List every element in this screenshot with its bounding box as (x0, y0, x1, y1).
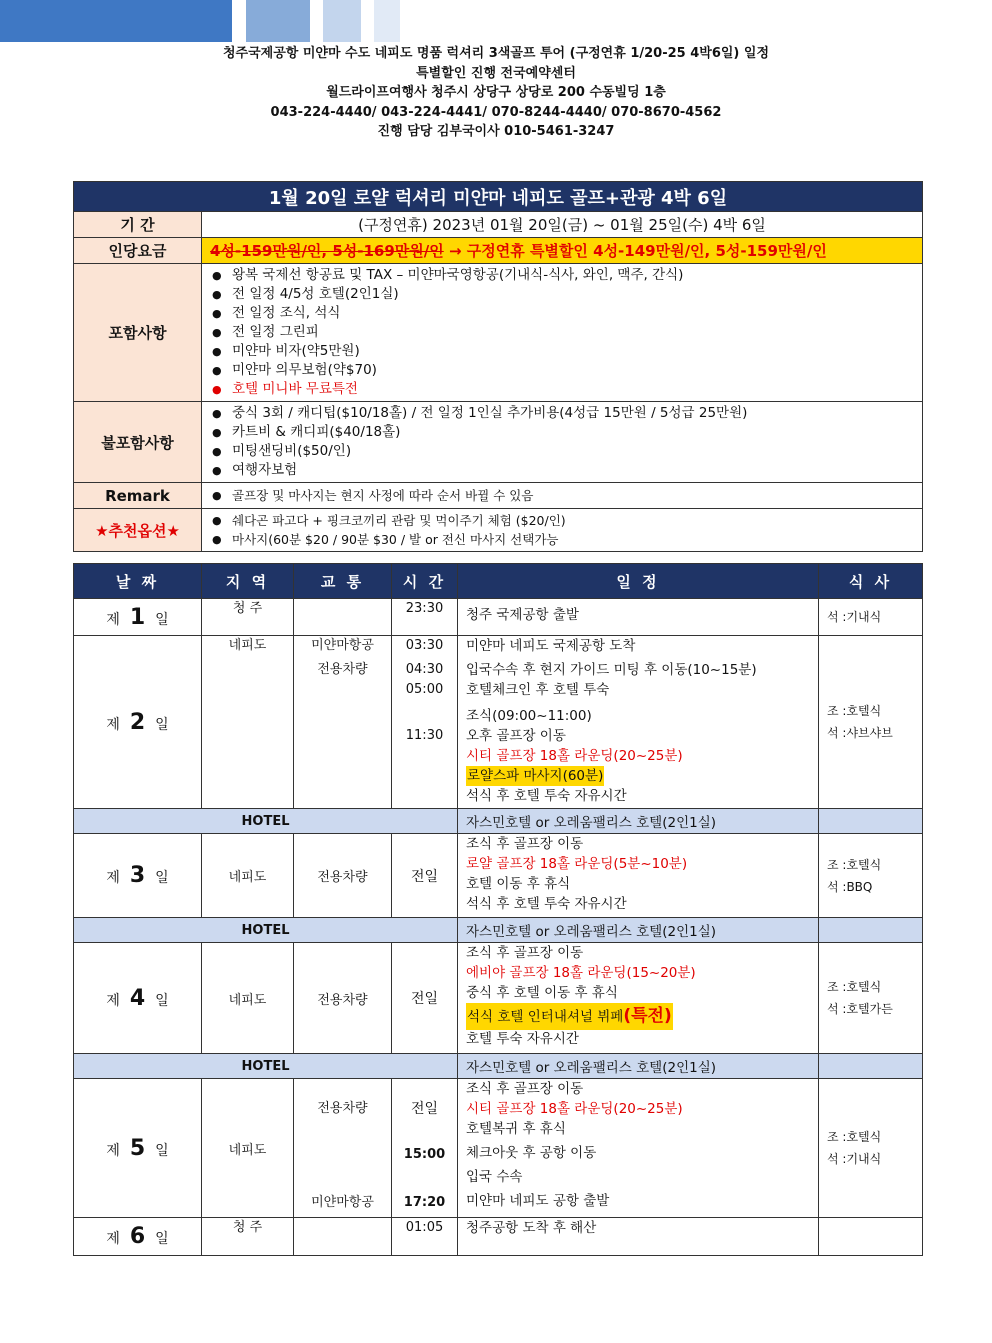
exclude-list (202, 402, 923, 483)
include-item-special: ● 호텔 미니바 무료특전 (210, 380, 914, 399)
remark-item: ● 골프장 및 마사지는 현지 사정에 따라 순서 바뀔 수 있음 (210, 486, 914, 505)
col-header-region: 지 역 (202, 564, 294, 599)
day-number: 6 (129, 1224, 146, 1249)
transport-cell: 전용차량 (294, 834, 392, 918)
period-value: (구정연휴) 2023년 01월 20일(금) ~ 01월 25일(수) 4박 6일 (202, 212, 923, 238)
exclude-item: ● 카트비 & 캐디피($40/18홀) (210, 423, 914, 442)
include-label: 포함사항 (74, 264, 202, 402)
col-header-time: 시 간 (392, 564, 458, 599)
option-item: ● 마사지(60분 $20 / 90분 $30 / 발 or 전신 마사지 선택가능 (210, 530, 914, 549)
col-header-transport: 교 통 (294, 564, 392, 599)
transport-cell: 전용차량 미얀마항공 (294, 1079, 392, 1218)
meal-cell: 조 :호텔식 석 :호텔가든 (819, 943, 923, 1054)
buffet-highlight: 석식 호텔 인터내셔널 뷔페(특전) (466, 1003, 673, 1030)
include-item: ● 왕복 국제선 항공료 및 TAX – 미얀마국영항공(기내식-식사, 와인, 맥주, 간식) (210, 266, 914, 285)
header-address: 월드라이프여행사 청주시 상당구 상당로 200 수동빌딩 1층 (326, 85, 666, 100)
day-number: 1 (129, 604, 146, 630)
include-item: ● 전 일정 그린피 (210, 323, 914, 342)
include-item: ● 전 일정 조식, 석식 (210, 304, 914, 323)
meal-cell: 조 :호텔식 석 :기내식 (819, 1079, 923, 1218)
hotel-row: HOTEL 자스민호텔 or 오레움팰리스 호텔(2인1실) (74, 918, 923, 943)
price-new: → 구정연휴 특별할인 4성-149만원/인, 5성-159만원/인 (443, 242, 827, 260)
meal-cell: 조 :호텔식 석 :BBQ (819, 834, 923, 918)
hotel-row (74, 809, 923, 834)
region-cell: 네피도 (202, 943, 294, 1054)
header-phones: 043-224-4440/ 043-224-4441/ 070-8244-4440/ 070-8670-4562 (270, 104, 722, 120)
day-cell: 제 1 일 (74, 599, 202, 636)
option-label: ★추천옵션★ (74, 509, 202, 552)
header-subtitle: 특별할인 진행 전국예약센터 (416, 65, 576, 81)
spa-highlight: 로얄스파 마사지(60분) (467, 768, 604, 784)
remark-label: Remark (74, 483, 202, 509)
hotel-label: HOTEL (74, 809, 458, 834)
plan-cell: 조식 후 골프장 이동 에비야 골프장 18홀 라운딩(15~20분) 중식 후 호텔 이동 후 휴식 석식 호텔 인터내셔널 뷔페(특전) 호텔 투숙 자유시간 (458, 943, 819, 1054)
plan-cell: 청주공항 도착 후 해산 (458, 1218, 819, 1256)
time-cell: 전일 (392, 943, 458, 1054)
time-cell: 전일 (392, 834, 458, 918)
include-item: ● 전 일정 4/5성 호텔(2인1실) (210, 285, 914, 304)
time-cell: 03:30 04:30 05:00 11:30 (392, 636, 458, 809)
hotel-name: 자스민호텔 or 오레움팰리스 호텔(2인1실) (458, 809, 819, 834)
exclude-item: ● 여행자보험 (210, 461, 914, 480)
region-cell: 청 주 (202, 1218, 294, 1256)
meal-cell: 조 :호텔식 석 :샤브샤브 (819, 636, 923, 809)
region-cell: 네피도 (202, 834, 294, 918)
include-list (202, 264, 923, 402)
exclude-item: ● 중식 3회 / 캐디팁($10/18홀) / 전 일정 1인실 추가비용(4성급 15만원 / 5성급 25만원) (210, 404, 914, 423)
tour-title: 1월 20일 로얄 럭셔리 미얀마 네피도 골프+관광 4박 6일 (74, 182, 923, 212)
price-value (202, 238, 923, 264)
transport-cell: 미얀마항공 전용차량 (294, 636, 392, 809)
transport-cell (294, 599, 392, 636)
schedule-table (73, 563, 923, 1256)
day-number: 2 (129, 709, 146, 735)
day-row (74, 1218, 923, 1256)
header-deco-bar-4 (374, 0, 400, 42)
plan-cell: 미얀마 네피도 국제공항 도착 입국수속 후 현지 가이드 미팅 후 이동(10~15분) 호텔체크인 후 호텔 투숙 조식(09:00~11:00) 오후 골프장 이동 시티 골프장 18홀 라운딩(20~25분) 로얄스파 마사지(60분) 석식 후 호텔 투숙 자유시간 (458, 636, 819, 809)
region-cell: 네피도 (202, 1079, 294, 1218)
day-row (74, 599, 923, 636)
exclude-item: ● 미팅샌딩비($50/인) (210, 442, 914, 461)
header-deco-bar-3 (323, 0, 361, 42)
price-old: 4성-159만원/인, 5성-169만원/인 (210, 242, 444, 260)
remark-list (202, 483, 923, 509)
day-row (74, 834, 923, 918)
day-cell: 제 5 일 (74, 1079, 202, 1218)
option-list (202, 509, 923, 552)
price-label: 인당요금 (74, 238, 202, 264)
header-deco-bar-2 (246, 0, 310, 42)
meal-cell (819, 1218, 923, 1256)
header-deco-bar-1 (0, 0, 232, 42)
period-label: 기 간 (74, 212, 202, 238)
special-benefit-label: (특전) (623, 1006, 672, 1026)
col-header-meal: 식 사 (819, 564, 923, 599)
include-item: ● 미얀마 의무보험(약$70) (210, 361, 914, 380)
col-header-date: 날 짜 (74, 564, 202, 599)
day-row (74, 636, 923, 809)
document-header (0, 44, 992, 142)
header-title: 청주국제공항 미얀마 수도 네피도 명품 럭셔리 3색골프 투어 (구정연휴 1/20-25 4박6일) 일정 (222, 46, 770, 61)
plan-cell: 조식 후 골프장 이동 시티 골프장 18홀 라운딩(20~25분) 호텔복귀 후 휴식 체크아웃 후 공항 이동 입국 수속 미얀마 네피도 공항 출발 (458, 1079, 819, 1218)
plan-cell: 조식 후 골프장 이동 로얄 골프장 18홀 라운딩(5분~10분) 호텔 이동 후 휴식 석식 후 호텔 투숙 자유시간 (458, 834, 819, 918)
time-cell: 23:30 (392, 599, 458, 636)
region-cell: 청 주 (202, 599, 294, 636)
summary-table (73, 181, 923, 552)
schedule-header-row (74, 564, 923, 599)
day-cell: 제 6 일 (74, 1218, 202, 1256)
meal-cell: 석 :기내식 (819, 599, 923, 636)
col-header-plan: 일 정 (458, 564, 819, 599)
day-number: 3 (129, 863, 146, 888)
day-cell: 제 4 일 (74, 943, 202, 1054)
option-item: ● 쉐다곤 파고다 + 핑크코끼리 관람 및 먹이주기 체험 ($20/인) (210, 511, 914, 530)
exclude-label: 불포함사항 (74, 402, 202, 483)
hotel-row: HOTEL 자스민호텔 or 오레움팰리스 호텔(2인1실) (74, 1054, 923, 1079)
time-cell: 전일 15:00 17:20 (392, 1079, 458, 1218)
plan-cell: 청주 국제공항 출발 (458, 599, 819, 636)
day-row (74, 943, 923, 1054)
day-row (74, 1079, 923, 1218)
day-number: 4 (129, 985, 146, 1011)
region-cell: 네피도 (202, 636, 294, 809)
day-cell: 제 3 일 (74, 834, 202, 918)
time-cell: 01:05 (392, 1218, 458, 1256)
transport-cell (294, 1218, 392, 1256)
header-contact: 진행 담당 김부국이사 010-5461-3247 (377, 124, 615, 139)
include-item: ● 미얀마 비자(약5만원) (210, 342, 914, 361)
day-cell: 제 2 일 (74, 636, 202, 809)
transport-cell: 전용차량 (294, 943, 392, 1054)
day-number: 5 (129, 1135, 146, 1161)
